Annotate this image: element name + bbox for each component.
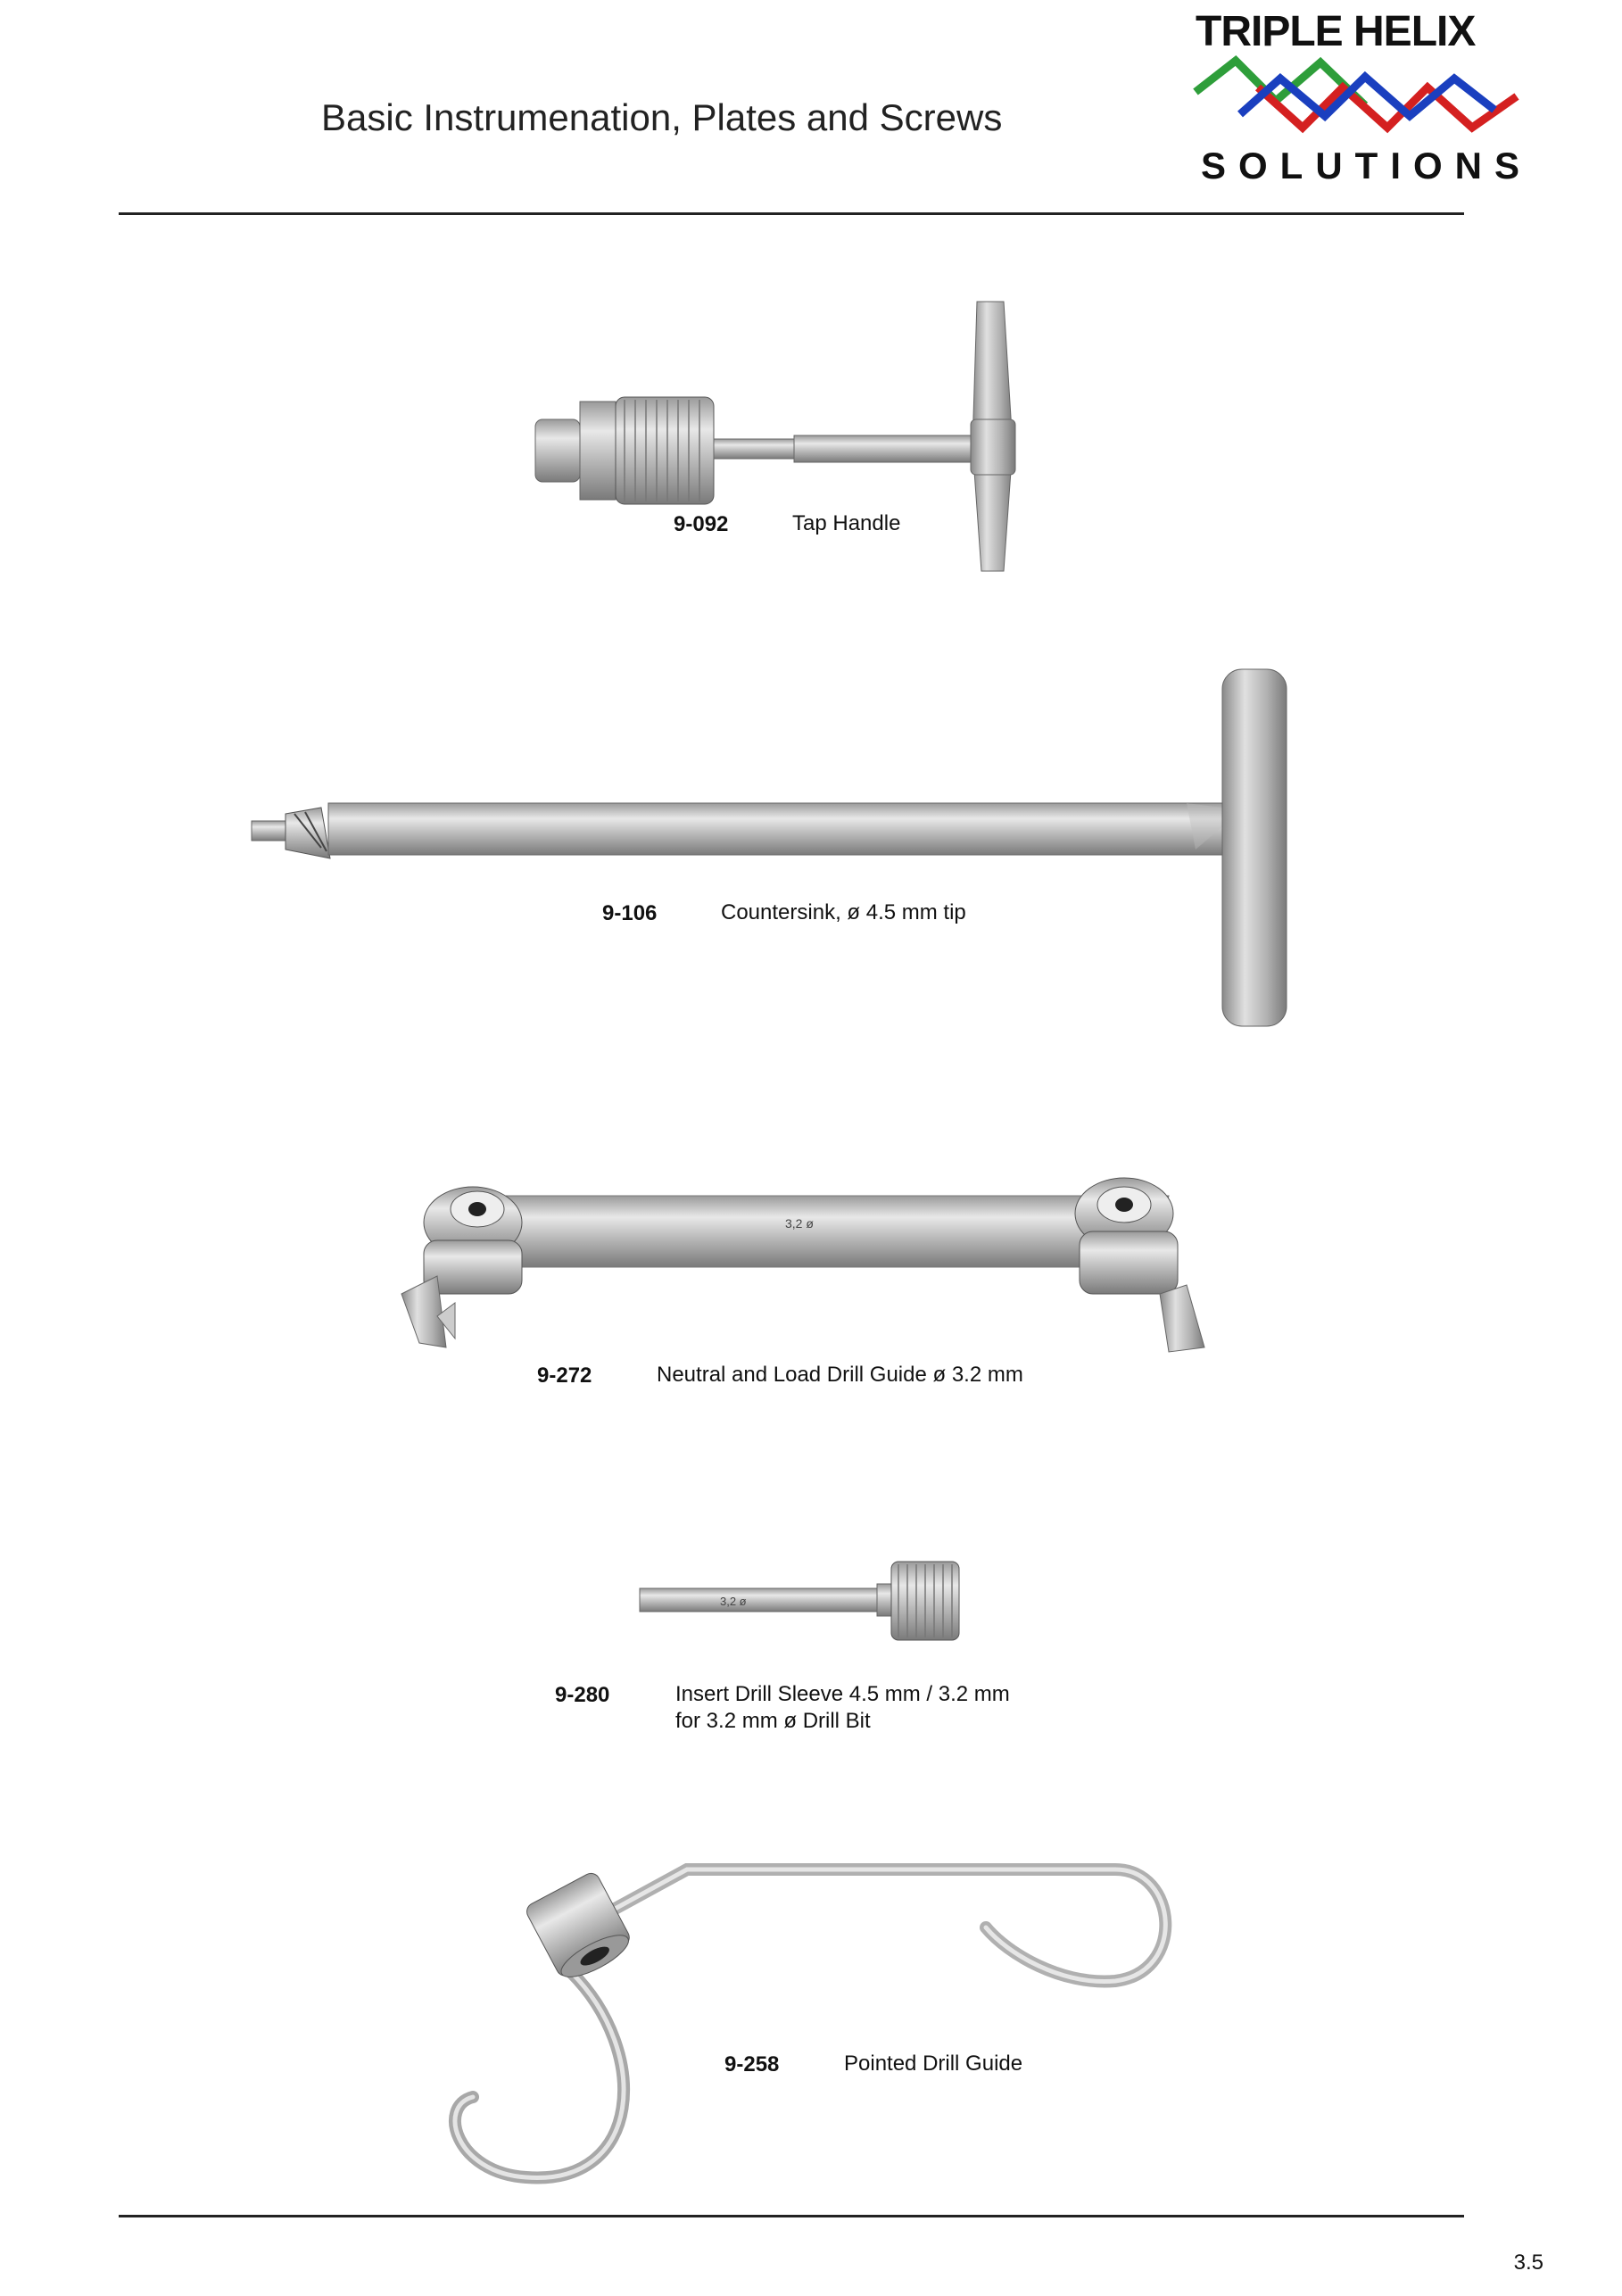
pointed-drill-guide-image [437, 1838, 1169, 2195]
countersink-image [250, 660, 1320, 1035]
header-divider [119, 212, 1464, 215]
tap-handle-image [526, 294, 1044, 580]
page-number: 3.5 [1513, 2250, 1543, 2275]
item-code: 9-272 [537, 1364, 592, 1388]
helix-logo-icon [1187, 52, 1543, 141]
logo-wordmark-bottom: SOLUTIONS [1201, 145, 1533, 186]
item-code: 9-280 [555, 1683, 610, 1707]
item-description: Insert Drill Sleeve 4.5 mm / 3.2 mm [675, 1682, 1010, 1706]
item-description: Tap Handle [792, 511, 901, 535]
logo-wordmark-top: TRIPLE HELIX [1196, 8, 1476, 55]
drill-guide-engraving: 3,2 ø [785, 1216, 814, 1231]
footer-divider [119, 2215, 1464, 2217]
item-description: Countersink, ø 4.5 mm tip [721, 900, 966, 924]
item-description-line2: for 3.2 mm ø Drill Bit [675, 1709, 871, 1733]
drill-sleeve-image [638, 1557, 950, 1646]
company-logo [1187, 0, 1543, 196]
page-title: Basic Instrumenation, Plates and Screws [321, 96, 1003, 138]
drill-sleeve-engraving: 3,2 ø [720, 1595, 747, 1608]
drill-guide-image [384, 1169, 1213, 1356]
item-description: Neutral and Load Drill Guide ø 3.2 mm [657, 1363, 1023, 1387]
item-code: 9-092 [674, 512, 729, 536]
item-code: 9-106 [602, 901, 658, 925]
item-code: 9-258 [724, 2052, 780, 2076]
item-description: Pointed Drill Guide [844, 2051, 1023, 2076]
